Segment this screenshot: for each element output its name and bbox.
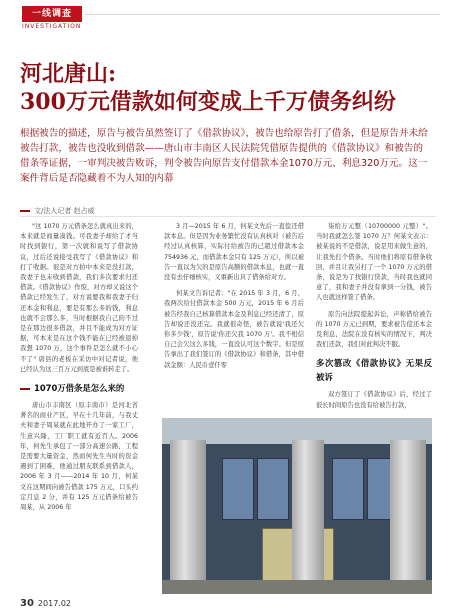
header-rule [84,14,440,15]
page-number: 30 [20,598,34,609]
subheading-text: 多次篡改《借款协议》无果反被诉 [316,358,432,383]
headline-line-1: 河北唐山: [20,61,117,87]
photo-column [292,440,324,594]
byline-mark [20,210,30,212]
byline-text: 文/法人记者 赵占威 [34,207,95,215]
body-paragraph: 3 月—2015 年 6 月，何某文先后一直偿还借款本息。但是因为业务繁忙没有认真核对（被告后经过认真核算，实际付给被告的已超过借款本金 754936 元，而借款本金只有 125 万元），所以被告一直以为欠的是原告高额的借款本息，也就一直没有去仔细核实，又重新出具了借条给对方。 [164,223,304,282]
photo-column [390,440,426,594]
photo-column [170,440,206,594]
subheading-text: 1070万借条是怎么来的 [34,383,125,394]
subheading [20,381,138,395]
body-paragraph: 何某文告诉记者："在 2015 年 3 月，6 月，我两次给付借款本金 500 万元，2015 年 6 月后被告经我自己核算借款本金及利息已经还清了，原告却说还没还完。我就很奇怪，被告就说'我还欠你多少钱'，原告说'你还欠我 1070 万'。我不相信自己会欠这么多钱，一直没认可这个数字。但是原告拿出了我们签订的《借款协议》和借条，其中借款金额：人民币壹仟零 [164,290,304,369]
photo-window [257,458,289,520]
body-paragraph: 柒拾万元整（10700000 元整）"。当时我就怎么签 1070 万？何某文表示：被某说的不是借款，说是用来做生意的，让我先打个借条。当时他们将原有借条收回，并且让我另打了一个 1070 万元的借条，说是为了找银行贷款，当时我也就同意了，我和妻子并没有拿到一分钱，被告人也就这样签了借条。 [316,223,432,302]
photo-window [222,458,254,520]
body-paragraph: "这 1070 万元借条怎么就真出来的，本来就是商量凑钱。可我妻子却给了才当时找到银行，第一次就和说写了借款协议，过后还说接受我写了《借款协议》和打了收据。很是对方拍中本来是没打款，我妻子也未收到借款，我们多次要求归还借款。《借款协议》作废，对方却又说这个借款已经发生了，对方说要我和我妻子归还本金和利息，要是有那么多的钱，利息也就不会那么多，当时根据我自己的不过是在那边很多借款，并且不能成为对方证据，可本来是在这个钱不能在已经被退掉我想 1070 万，这个事件是怎么就不小心不了" 唐县的老板在采访中对记者说，他已经认为这三百万元到底是被谁转走了。 [20,223,138,373]
byline-rule [20,216,436,217]
article-column-2 [164,222,304,377]
subheading [316,356,432,384]
photo-ground [162,580,432,594]
article-column-3 [316,222,432,417]
court-building-photo [162,418,432,594]
issue-date: 2017.02 [37,599,72,608]
page-footer [20,598,71,609]
photo-window [332,458,364,520]
byline [20,206,160,216]
subheading-mark [20,388,30,390]
lead-paragraph: 根据被告的描述，原告与被告虽然签订了《借款协议》，被告也给原告打了借条，但是原告并未给被告打款，被告也没收到借款——唐山市丰南区人民法院凭借原告提供的《借款协议》和被告的借条等证据，一审判决被告败诉，判令被告向原告支付借款本金1070万元、利息320万元。这一案件背后是否隐藏着不为人知的内幕 [20,128,428,184]
headline [20,60,440,116]
article-column-1 [20,222,138,519]
headline-line-2: 300万元借款如何变成上千万债务纠纷 [20,89,396,115]
body-paragraph: 双方签订了《借款协议》后，经过了很长时间原告也没有给被告打款， [316,391,432,409]
section-tag-subtitle: INVESTIGATION [22,23,82,30]
body-paragraph: 原告向法院提起诉讼，声称借给被告的 1070 万元已到期，要求被告偿还本金及利息，法院在没有核实的情况下，判决我们还款，我们对此判决不服。 [316,310,432,349]
section-tag: 一线调查 [22,6,82,22]
body-paragraph: 唐山市丰南区（原丰南市）是河北省著名的商业产区，早在十几年前，与我丈夫和妻子周某就在此地开办了一家工厂，生意兴隆，工厂职工就有近百人。2006 年，何先生承包了一部分高速公路，工程是需要大量资金，然而何先生当时的资金遇到了困难，他通过朋友联系到借款人，2006 年 3 月——2014 年 10 月，何某文在这期间向被告借款 175 万元，口头约定月息 2 分，并有 125 万元借条给被告周某，从 2006 年 [20,402,138,512]
